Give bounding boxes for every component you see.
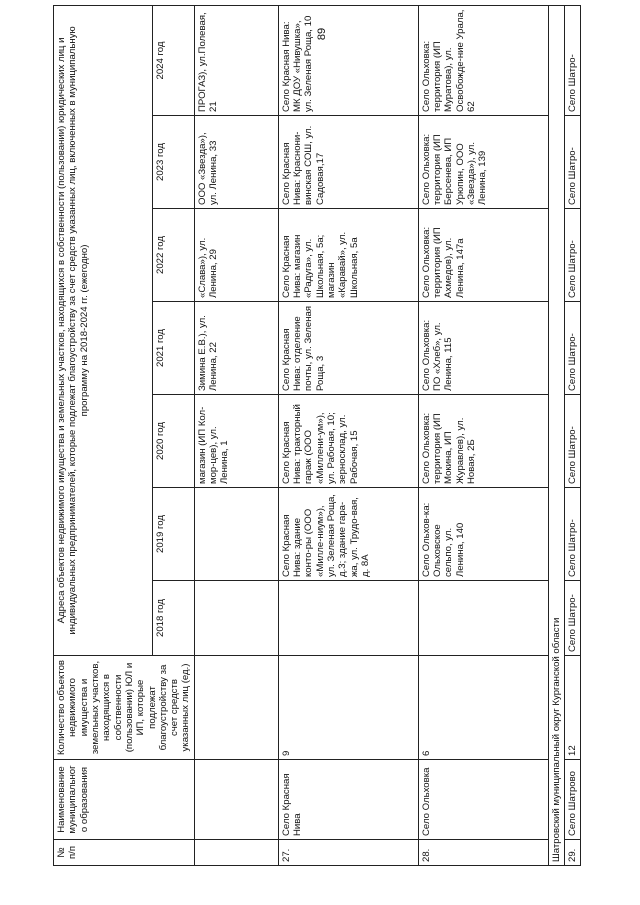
cell-2022: «Слава»), ул. Ленина, 29 xyxy=(194,209,278,302)
cell-2023: Село Красная Нива: Краснони-винская СОШ, ул. Садовая,17 xyxy=(278,116,418,209)
region-title: Шатровский муниципальный округ Курганской области xyxy=(548,5,564,865)
cell-2022: Село Красная Нива: магазин «Радуга», ул. Школьная, 5а; магазин «Каравай», ул. Школьная, 5а xyxy=(278,209,418,302)
cell-2020: Село Шатро- xyxy=(565,395,581,488)
header-year-2019: 2019 год xyxy=(153,488,195,581)
cell-2018: Село Шатро- xyxy=(565,581,581,656)
cell-2018 xyxy=(194,581,278,656)
table-row xyxy=(278,5,418,865)
cell-2022: Село Ольховка: территория (ИП Ахмедов), ул. Ленина, 147а xyxy=(418,209,548,302)
header-addresses: Адреса объектов недвижимого имущества и земельных участков, находящихся в собственности (пользовании) юридических лиц и индивидуальных предпринимателей, которые подлежат благоустройству за счет средств указанных лиц, включенных в муниципальную программу на 2018-2024 гг. (ежегодно) xyxy=(54,5,153,655)
cell-num: 28. xyxy=(418,840,548,866)
header-num: № п/п xyxy=(54,840,195,866)
cell-2021: Зимина Е.В.), ул. Ленина, 22 xyxy=(194,302,278,395)
cell-2019: Село Красная Нива: здание конто-ры (ООО «Милле-ниум»), ул. Зеленая Роща, д.3; здание гара-жа, ул. Трудо-вая, д. 8А xyxy=(278,488,418,581)
cell-2024: Село Красная Нива: МК ДОУ «Нивушка», ул. Зеленая Роща, 10 xyxy=(278,5,418,115)
cell-name: Село Шатрово xyxy=(565,760,581,840)
cell-2023: Село Шатро- xyxy=(565,116,581,209)
cell-2021: Село Красная Нива: отделение почты, ул. Зеленая Роща, 3 xyxy=(278,302,418,395)
cell-2019: Село Шатро- xyxy=(565,488,581,581)
cell-2024: ПРОГАЗ), ул.Полевая, 21 xyxy=(194,5,278,115)
cell-name xyxy=(194,760,278,840)
header-year-2022: 2022 год xyxy=(153,209,195,302)
cell-num xyxy=(194,840,278,866)
header-year-2024: 2024 год xyxy=(153,5,195,115)
cell-name: Село Красная Нива xyxy=(278,760,418,840)
objects-table xyxy=(53,5,581,866)
cell-2024: Село Шатро- xyxy=(565,5,581,115)
table-row xyxy=(418,5,548,865)
cell-2020: магазин (ИП Кол-мор-цев), ул. Ленина, 1 xyxy=(194,395,278,488)
cell-2020: Село Ольховка: территория (ИП Мокина, ИП Журавлев), ул. Новая, 2Б xyxy=(418,395,548,488)
cell-2019 xyxy=(194,488,278,581)
cell-2020: Село Красная Нива: тракторный гараж (ООО «Миллени-ум»), ул. Рабочая, 10; зерносклад, ул. Рабочая, 15 xyxy=(278,395,418,488)
rotated-table-wrapper xyxy=(53,6,585,866)
cell-name: Село Ольховка xyxy=(418,760,548,840)
header-row xyxy=(54,5,153,865)
cell-2022: Село Шатро- xyxy=(565,209,581,302)
cell-2024: Село Ольховка: территория (ИП Муратова), ул. Освобожде-ние Урала, 62 xyxy=(418,5,548,115)
table-row xyxy=(194,5,278,865)
cell-2019: Село Ольхов-ка: Ольховское сельпо, ул. Ленина, 140 xyxy=(418,488,548,581)
cell-count: 9 xyxy=(278,656,418,760)
cell-2018 xyxy=(278,581,418,656)
page-number: 89 xyxy=(316,27,329,41)
table-row xyxy=(565,5,581,865)
cell-count: 6 xyxy=(418,656,548,760)
cell-2021: Село Ольховка: ПО «Хлеб», ул. Ленина, 115 xyxy=(418,302,548,395)
cell-count: 12 xyxy=(565,656,581,760)
cell-2023: ООО «Звезда»), ул. Ленина, 33 xyxy=(194,116,278,209)
cell-2021: Село Шатро- xyxy=(565,302,581,395)
header-name: Наименование муниципального образования xyxy=(54,760,195,840)
cell-count xyxy=(194,656,278,760)
cell-num: 27. xyxy=(278,840,418,866)
cell-num: 29. xyxy=(565,840,581,866)
region-row xyxy=(548,5,564,865)
header-year-2023: 2023 год xyxy=(153,116,195,209)
cell-2018 xyxy=(418,581,548,656)
header-year-2018: 2018 год xyxy=(153,581,195,656)
header-count: Количество объектов недвижимого имущества и земельных участков, находящихся в собственности (пользовании) ЮЛ и ИП, которые подлежат благоустройству за счет средств указанных лиц (ед.) xyxy=(54,656,195,760)
header-year-2021: 2021 год xyxy=(153,302,195,395)
header-year-2020: 2020 год xyxy=(153,395,195,488)
cell-2023: Село Ольховка: территория (ИП Берсенева, ИП Урюпин, ООО «Звезда»), ул. Ленина, 139 xyxy=(418,116,548,209)
